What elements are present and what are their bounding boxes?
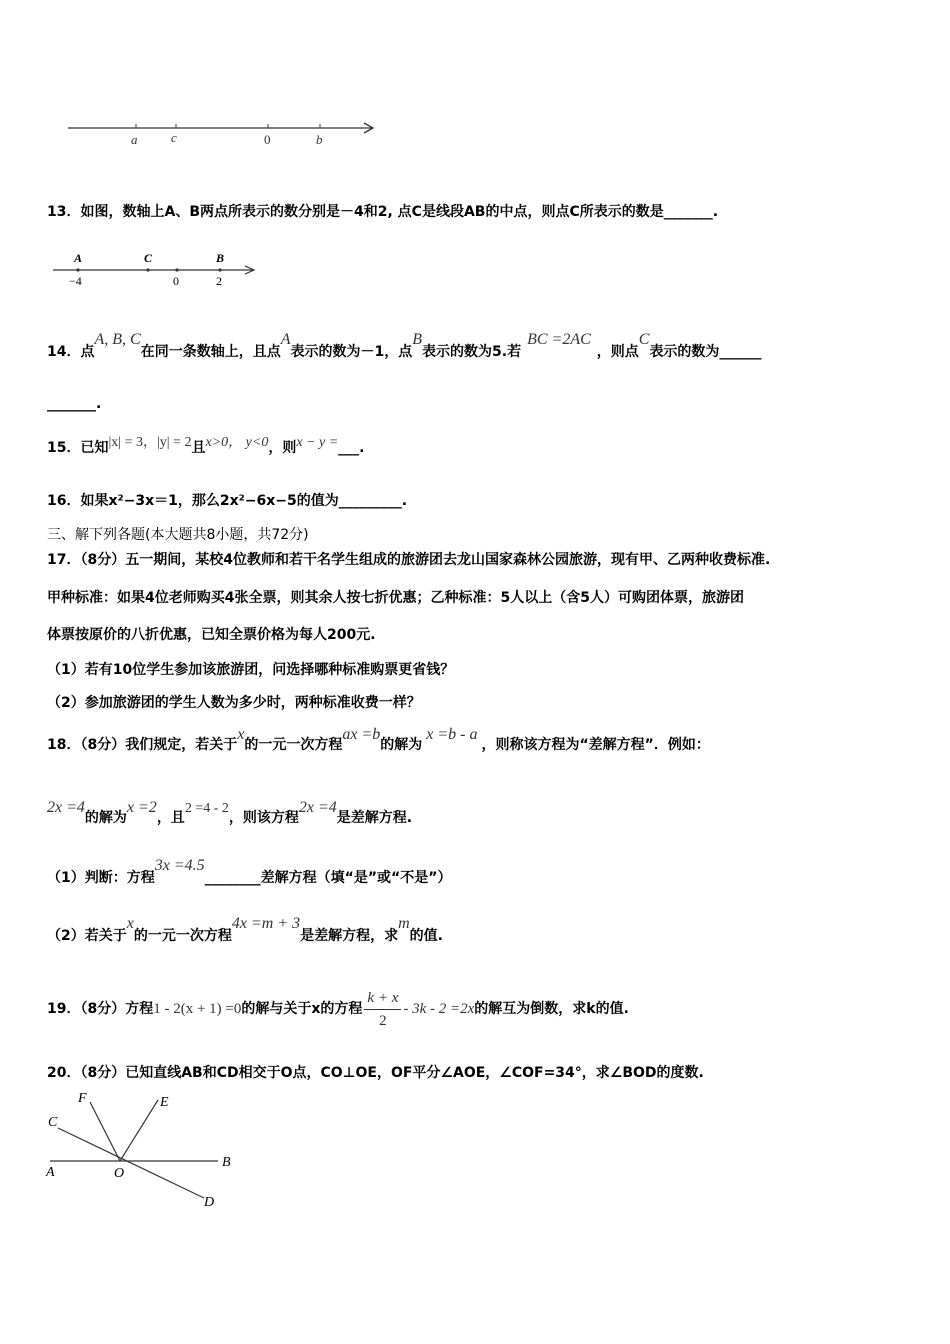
q18-sub1-math: 3x =4.5 (154, 857, 205, 874)
q18-ex-text3: ，则该方程 (228, 810, 299, 826)
q15-math-abs: |x| = 3，|y| = 2 (108, 435, 192, 450)
q14-math-bc2ac: BC =2AC (527, 331, 591, 348)
q18-number: 18．（8分）我们规定，若关于 (47, 737, 238, 753)
q18-sub2-math-x: x (126, 915, 134, 932)
q18-math-xba: x =b - a (426, 726, 478, 743)
q13-number-line (45, 248, 265, 292)
q14-math-b: B (412, 331, 423, 348)
q14-number: 14．点 (47, 344, 95, 360)
fig-label-E: E (160, 1095, 169, 1110)
q18-ex-math2: x =2 (126, 799, 157, 816)
q14-blank1: ______ (719, 344, 762, 360)
q14-math-a: A (280, 331, 291, 348)
q19-math1: 1 - 2(x + 1) =0 (153, 1001, 242, 1017)
q18-sub2-text1: （2）若关于 (47, 928, 127, 944)
question-19 (47, 976, 629, 1042)
q18-sub2-text2: 的一元一次方程 (133, 928, 232, 944)
q18-text3: ，则称该方程为“差解方程”．例如： (481, 737, 710, 753)
q17-line3: 体票按原价的八折优惠，已知全票价格为每人200元. (47, 627, 376, 643)
q13-label-B: B (216, 251, 225, 265)
q13-number: 13． (47, 204, 81, 220)
number-line-top (60, 112, 390, 152)
q16-text2: 的值为 (296, 493, 339, 509)
q14-end: . (96, 396, 102, 412)
q16-expr1: x²−3x＝1 (108, 493, 178, 509)
q15-end: . (359, 440, 365, 456)
q19-frac-denominator: 2 (379, 1012, 387, 1029)
q16-text1: ，那么 (177, 493, 220, 509)
q14-math-c: C (638, 331, 650, 348)
q18-text2: 的解为 (380, 737, 423, 753)
q18-sub1-text2: 差解方程（填“是”或“不是”） (260, 870, 452, 886)
q18-sub1-text1: （1）判断：方程 (47, 870, 155, 886)
q14-continuation (47, 396, 101, 412)
q13-tick-2: 2 (216, 274, 222, 288)
q14-math-abc: A, B, C (94, 331, 141, 348)
label-b: b (316, 132, 323, 147)
q18-math-x: x (237, 726, 245, 743)
q18-sub2-math-m: m (398, 915, 410, 932)
question-15 (47, 430, 364, 467)
q18-ex-text2: ，且 (156, 810, 185, 826)
q17-line1: 17．（8分）五一期间，某校4位教师和若干名学生组成的旅游团去龙山国家森林公园旅游，现有甲、乙两种收费标准. (47, 552, 771, 568)
q17-line2: 甲种标准：如果4位老师购买4张全票，则其余人按七折优惠；乙种标准：5人以上（含5人）可购团体票，旅游团 (47, 590, 744, 606)
q18-sub2-math-eq: 4x =m + 3 (231, 915, 301, 932)
section-3-heading: 三、解下列各题(本大题共8小题，共72分) (47, 527, 309, 543)
q15-number: 15．已知 (47, 440, 109, 456)
q15-math-cond: x>0， y<0 (205, 435, 269, 450)
question-14 (47, 331, 762, 370)
q16-blank: _________ (338, 493, 402, 509)
q13-blank: _______ (663, 204, 713, 220)
label-c: c (171, 130, 177, 145)
q19-fraction (364, 989, 401, 1030)
q20-figure (40, 1088, 250, 1213)
q13-label-A: A (74, 251, 83, 265)
q14-text1: 在同一条数轴上，且点 (140, 344, 281, 360)
q18-sub1 (47, 857, 452, 896)
q19-frac-numerator: k + x (367, 989, 399, 1006)
fig-label-F: F (78, 1091, 87, 1106)
q19-frac-bar (364, 1009, 401, 1010)
label-0: 0 (264, 132, 271, 147)
q15-math-expr: x − y = (296, 435, 339, 450)
q18-sub2-text3: 是差解方程，求 (300, 928, 399, 944)
q13-end: . (712, 204, 719, 220)
q15-blank: ___ (338, 440, 360, 456)
q16-expr2: 2x²−6x−5 (219, 493, 297, 509)
fig-label-A: A (46, 1165, 55, 1180)
q18-ex-math1: 2x =4 (47, 799, 85, 816)
fig-label-D: D (204, 1195, 215, 1210)
question-13 (47, 201, 718, 221)
q14-text2: 表示的数为－1，点 (290, 344, 413, 360)
q19-text2: 的解互为倒数，求k的值. (474, 1001, 629, 1017)
question-18 (47, 727, 710, 763)
q13-tick-neg4: −4 (69, 274, 82, 288)
q19-text1: 的解与关于x的方程 (241, 1001, 363, 1017)
q18-sub2-text4: 的值. (409, 928, 443, 944)
q13-label-C: C (144, 251, 153, 265)
q19-math2: - 3k - 2 =2x (403, 1001, 475, 1017)
fig-label-O: O (114, 1166, 125, 1181)
q18-ex-math4: 2x =4 (298, 799, 337, 816)
label-a: a (131, 132, 138, 147)
question-20: 20．（8分）已知直线AB和CD相交于O点，CO⊥OE，OF平分∠AOE，∠COF=34°，求∠BOD的度数. (47, 1065, 704, 1081)
q14-text3: 表示的数为5.若 (422, 344, 522, 360)
q13-tick-0: 0 (173, 274, 179, 288)
q18-ex-text4: 是差解方程. (336, 810, 413, 826)
q18-example (47, 800, 412, 837)
question-16 (47, 490, 407, 510)
fig-label-C: C (48, 1115, 58, 1130)
q18-sub1-blank: ________ (204, 870, 261, 886)
q18-ex-text1: 的解为 (84, 810, 127, 826)
q13-text: 如图，数轴上A、B两点所表示的数分别是－4和2, 点C是线段AB的中点，则点C所表示的数是 (80, 204, 664, 220)
q18-text1: 的一元一次方程 (244, 737, 343, 753)
q14-text5: 表示的数为 (649, 344, 720, 360)
q17-sub2: （2）参加旅游团的学生人数为多少时，两种标准收费一样？ (47, 695, 421, 711)
q19-number: 19．（8分）方程 (47, 1001, 154, 1017)
q17-sub1: （1）若有10位学生参加该旅游团，问选择哪种标准购票更省钱？ (47, 662, 455, 678)
q18-math-axb: ax =b (342, 726, 381, 743)
q14-text4: ，则点 (596, 344, 639, 360)
q14-blank2: _______ (47, 396, 96, 412)
q15-text1: 且 (191, 440, 206, 456)
q18-ex-math3: 2 =4 - 2 (184, 801, 229, 816)
q18-sub2 (47, 915, 443, 954)
fig-label-B: B (222, 1155, 231, 1170)
q16-number: 16．如果 (47, 493, 109, 509)
q16-end: . (401, 493, 408, 509)
q15-text2: ，则 (268, 440, 297, 456)
